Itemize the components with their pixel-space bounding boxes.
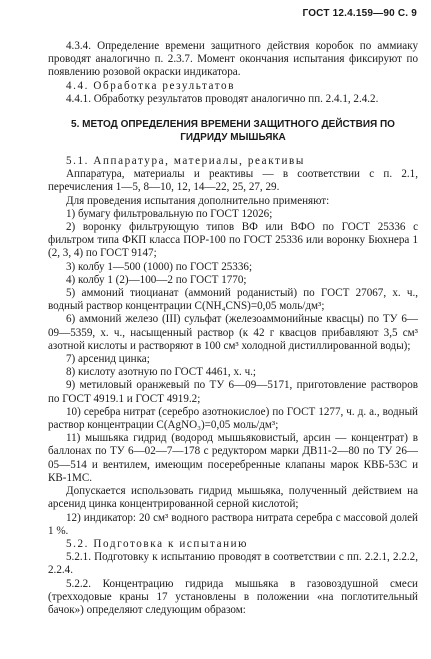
list-item: 1) бумагу фильтровальную по ГОСТ 12026; bbox=[66, 207, 273, 220]
paragraph: Для проведения испытания дополнительно применяют: bbox=[66, 194, 330, 207]
list-item: 11) мышьяка гидрид (водород мышьяковистый, арсин — концентрат) в баллонах по ТУ 6—02—7—178 с редуктором марки ДВ11-2—80 по ТУ 26—05—514 и вентилем, имеющим посеребренные клапаны марок КВБ-53С и КВ-1МС. bbox=[48, 432, 418, 484]
list-item: 8) кислоту азотную по ГОСТ 4461, х. ч.; bbox=[66, 366, 257, 379]
list-item: 7) арсенид цинка; bbox=[66, 353, 150, 366]
list-item: 10) серебра нитрат (серебро азотнокислое) по ГОСТ 1277, ч. д. а., водный раствор концентрации C(AgNO₃)=0,05 моль/дм³; bbox=[48, 405, 418, 432]
paragraph: 5.2.1. Подготовку к испытанию проводят в соответствии с пп. 2.2.1, 2.2.2, 2.2.4. bbox=[48, 551, 418, 577]
list-item: 9) метиловый оранжевый по ТУ 6—09—5171, приготовление растворов по ГОСТ 4919.1 и ГОСТ 4919.2; bbox=[48, 379, 418, 405]
list-item: 5) аммоний тиоцианат (аммоний роданистый) по ГОСТ 27067, х. ч., водный раствор концентрации C(NH₄CNS)=0,05 моль/дм³; bbox=[48, 287, 418, 313]
paragraph: Допускается использовать гидрид мышьяка, полученный действием на арсенид цинка концентрированной серной кислотой; bbox=[48, 485, 418, 511]
list-item: 2) воронку фильтрующую типов ВФ или ВФО по ГОСТ 25336 с фильтром типа ФКП класса ПОР-100 по ГОСТ 25336 или воронку Бюхнера 1 (2, 3, 4) по ГОСТ 9147; bbox=[48, 221, 418, 260]
subsection-heading: 5.2. Подготовка к испытанию bbox=[66, 537, 249, 550]
subsection-heading: 5.1. Аппаратура, материалы, реактивы bbox=[66, 155, 305, 168]
list-item: 3) колбу 1—500 (1000) по ГОСТ 25336; bbox=[66, 260, 253, 273]
subsection-heading: 4.4. Обработка результатов bbox=[66, 79, 236, 92]
list-item: 6) аммоний железо (III) сульфат (железоаммонийные квасцы) по ТУ 6—09—5359, х. ч., насыщенный раствор (к 42 г квасцов прибавляют 3,5 см³ азотной кислоты и растворяют в 100 см³ холодной дистиллированной воды); bbox=[48, 313, 418, 352]
paragraph: 5.2.2. Концентрацию гидрида мышьяка в газовоздушной смеси (трехходовые краны 17 установлены в положении «на поглотительный бачок») определяют следующим образом: bbox=[48, 577, 418, 616]
list-item: 4) колбу 1 (2)—100—2 по ГОСТ 1770; bbox=[66, 273, 247, 286]
paragraph: Аппаратура, материалы и реактивы — в соответствии с п. 2.1, перечисления 1—5, 8—10, 12, 14—22, 25, 27, 29. bbox=[48, 168, 418, 194]
page-header: ГОСТ 12.4.159—90 С. 9 bbox=[302, 8, 417, 19]
page-content bbox=[48, 40, 418, 617]
list-item: 12) индикатор: 20 см³ водного раствора нитрата серебра с массовой долей 1 %. bbox=[48, 511, 418, 537]
section-title: 5. МЕТОД ОПРЕДЕЛЕНИЯ ВРЕМЕНИ ЗАЩИТНОГО ДЕЙСТВИЯ ПО ГИДРИДУ МЫШЬЯКА bbox=[71, 119, 395, 144]
paragraph: 4.3.4. Определение времени защитного действия коробок по аммиаку проводят аналогично п. 2.3.7. Момент окончания испытания фиксируют по появлению розовой окраски индикатора. bbox=[48, 40, 418, 79]
paragraph: 4.4.1. Обработку результатов проводят аналогично пп. 2.4.1, 2.4.2. bbox=[66, 92, 379, 105]
